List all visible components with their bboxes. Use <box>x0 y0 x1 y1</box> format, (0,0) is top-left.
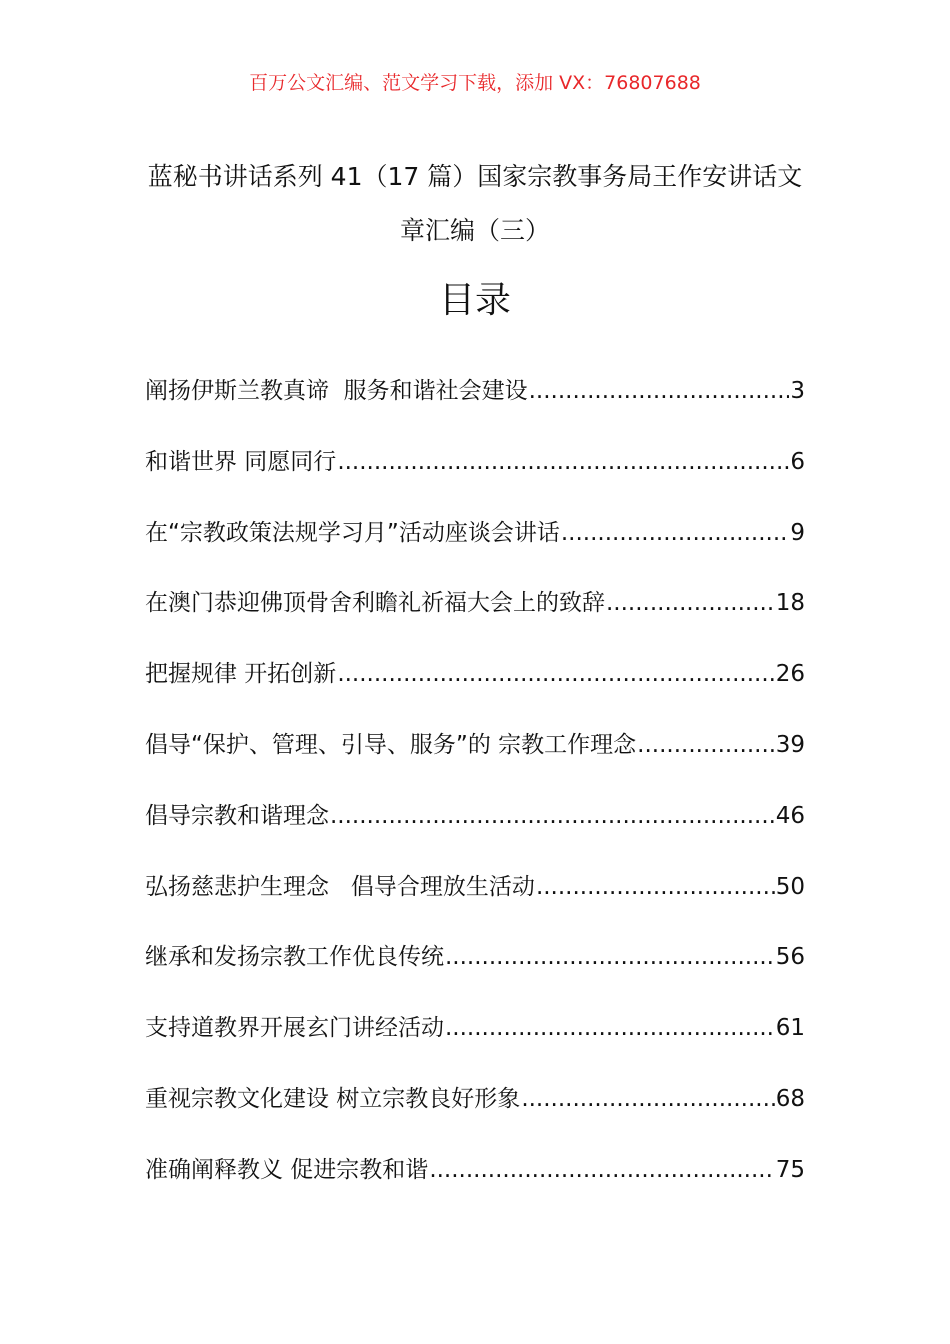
toc-entry[interactable] <box>145 1009 805 1080</box>
toc-entry-title: 支持道教界开展玄门讲经活动 <box>145 1015 444 1042</box>
download-banner: 百万公文汇编、范文学习下载，添加 VX：76807688 <box>249 72 701 94</box>
toc-leader-dots <box>521 1086 774 1112</box>
toc-entry[interactable] <box>145 726 805 797</box>
toc-leader-dots <box>337 661 774 687</box>
toc-entry-title: 继承和发扬宗教工作优良传统 <box>145 944 444 971</box>
toc-entry-page: 68 <box>775 1085 805 1112</box>
toc-entry-title: 弘扬慈悲护生理念 倡导合理放生活动 <box>145 873 535 900</box>
toc-entry-page: 50 <box>775 873 805 900</box>
toc-leader-dots <box>429 1157 774 1183</box>
toc-entry[interactable] <box>145 797 805 868</box>
toc-entry[interactable] <box>145 938 805 1009</box>
toc-entry-page: 9 <box>790 519 805 546</box>
document-title: 蓝秘书讲话系列 41（17 篇）国家宗教事务局王作安讲话文章汇编（三） <box>147 162 803 245</box>
toc-entry-page: 75 <box>775 1156 805 1183</box>
toc-entry-page: 26 <box>775 661 805 688</box>
toc-entry-title: 阐扬伊斯兰教真谛 服务和谐社会建设 <box>145 378 528 404</box>
toc-entry-page: 61 <box>775 1015 805 1042</box>
toc-entry-title: 倡导宗教和谐理念 <box>145 802 329 829</box>
toc-entry[interactable] <box>145 443 805 514</box>
toc-entry-page: 39 <box>775 731 805 758</box>
toc-entry[interactable] <box>145 868 805 939</box>
toc-entry-title: 把握规律 开拓创新 <box>145 661 337 688</box>
toc-leader-dots <box>445 944 775 970</box>
toc-entry[interactable] <box>145 1151 805 1222</box>
toc-heading: 目录 <box>438 280 511 321</box>
toc-leader-dots <box>330 803 775 829</box>
toc-entry-title: 重视宗教文化建设 树立宗教良好形象 <box>145 1085 521 1112</box>
toc-entry[interactable] <box>145 514 805 585</box>
toc-entry-title: 准确阐释教义 促进宗教和谐 <box>145 1156 429 1183</box>
toc-leader-dots <box>561 520 790 546</box>
toc-entry[interactable] <box>145 584 805 655</box>
toc-entry-page: 6 <box>790 448 805 475</box>
toc-entry-page: 56 <box>775 944 805 971</box>
toc-entry-page: 3 <box>790 378 805 404</box>
toc-entry-page: 46 <box>775 802 805 829</box>
toc-entry-title: 和谐世界 同愿同行 <box>145 448 337 475</box>
toc-entry-title: 在澳门恭迎佛顶骨舍利瞻礼祈福大会上的致辞 <box>145 590 605 617</box>
toc-entry-page: 18 <box>775 590 805 617</box>
toc-leader-dots <box>337 449 789 475</box>
toc-entry[interactable] <box>145 372 805 443</box>
toc-entry-title: 倡导“保护、管理、引导、服务”的 宗教工作理念 <box>145 731 637 758</box>
toc-entry[interactable] <box>145 1080 805 1151</box>
toc-leader-dots <box>529 378 790 404</box>
toc-leader-dots <box>445 1015 775 1041</box>
table-of-contents <box>145 372 805 1222</box>
toc-entry-title: 在“宗教政策法规学习月”活动座谈会讲话 <box>145 519 560 546</box>
toc-entry[interactable] <box>145 655 805 726</box>
toc-leader-dots <box>606 590 775 616</box>
toc-leader-dots <box>536 874 775 900</box>
toc-leader-dots <box>637 732 775 758</box>
